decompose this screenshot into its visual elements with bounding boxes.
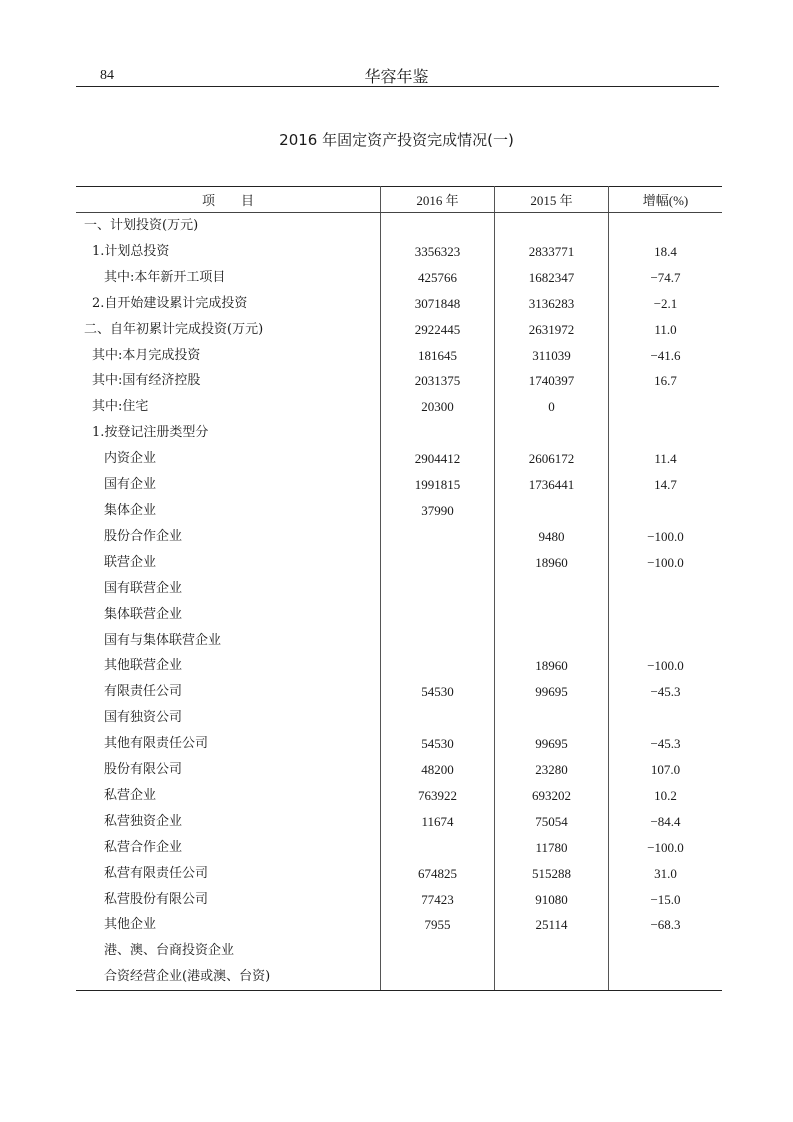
value-2016: 1991815 <box>381 472 495 498</box>
value-2016: 54530 <box>381 679 495 705</box>
value-2015 <box>495 420 609 446</box>
growth-percent: 16.7 <box>654 373 677 389</box>
running-header: 华容年鉴 <box>364 67 429 86</box>
value-2016 <box>381 420 495 446</box>
growth-percent: −41.6 <box>650 347 681 363</box>
value-2015: 2833771 <box>495 239 609 265</box>
growth-percent: −2.1 <box>653 295 678 311</box>
value-2016: 2922445 <box>381 317 495 343</box>
row-label: 私营合作企业 <box>76 835 381 861</box>
value-2015: 18960 <box>495 653 609 679</box>
table-row <box>76 291 722 317</box>
value-2015: 23280 <box>495 757 609 783</box>
growth-percent: 31.0 <box>654 865 677 881</box>
growth-percent <box>609 705 723 731</box>
value-2016: 763922 <box>381 783 495 809</box>
growth-percent <box>609 498 723 524</box>
growth-percent <box>609 576 723 602</box>
row-label: 国有企业 <box>76 472 381 498</box>
growth-percent: 18.4 <box>654 243 677 259</box>
row-label: 其他企业 <box>76 912 381 938</box>
table-row <box>76 809 722 835</box>
page-number: 84 <box>100 68 114 83</box>
row-label: 二、自年初累计完成投资(万元) <box>76 317 381 343</box>
value-2016 <box>381 576 495 602</box>
value-2016: 7955 <box>381 912 495 938</box>
value-2016 <box>381 628 495 654</box>
growth-percent: −45.3 <box>650 684 681 700</box>
table-row <box>76 653 722 679</box>
table-body <box>76 213 722 991</box>
table-title: 2016 年固定资产投资完成情况(一) <box>279 131 514 149</box>
table-row <box>76 239 722 265</box>
value-2015 <box>495 576 609 602</box>
table-row <box>76 938 722 964</box>
row-label: 其中:国有经济控股 <box>76 368 381 394</box>
growth-percent: 107.0 <box>650 762 681 778</box>
value-2015: 693202 <box>495 783 609 809</box>
value-2016: 37990 <box>381 498 495 524</box>
value-2015: 99695 <box>495 679 609 705</box>
header-rule <box>76 86 719 87</box>
table-header-row <box>76 187 722 213</box>
table-row <box>76 524 722 550</box>
row-label: 股份有限公司 <box>76 757 381 783</box>
table-row <box>76 343 722 369</box>
value-2016: 3071848 <box>381 291 495 317</box>
value-2015: 1736441 <box>495 472 609 498</box>
row-label: 国有联营企业 <box>76 576 381 602</box>
row-label: 私营有限责任公司 <box>76 861 381 887</box>
value-2015 <box>495 938 609 964</box>
row-label: 国有与集体联营企业 <box>76 628 381 654</box>
value-2015: 25114 <box>495 912 609 938</box>
investment-table <box>76 186 722 991</box>
growth-percent <box>609 602 723 628</box>
value-2015: 2631972 <box>495 317 609 343</box>
value-2016 <box>381 213 495 239</box>
growth-percent: −100.0 <box>647 528 684 544</box>
value-2015: 1682347 <box>495 265 609 291</box>
value-2015: 1740397 <box>495 368 609 394</box>
value-2015: 75054 <box>495 809 609 835</box>
table-row <box>76 550 722 576</box>
table-row <box>76 265 722 291</box>
growth-percent: −100.0 <box>647 658 684 674</box>
growth-percent: −74.7 <box>650 269 681 285</box>
value-2015 <box>495 602 609 628</box>
row-label: 私营企业 <box>76 783 381 809</box>
table-row <box>76 368 722 394</box>
value-2016 <box>381 964 495 990</box>
value-2016: 20300 <box>381 394 495 420</box>
table-row <box>76 835 722 861</box>
table-row <box>76 472 722 498</box>
row-label: 其中:本年新开工项目 <box>76 265 381 291</box>
value-2016 <box>381 602 495 628</box>
value-2016 <box>381 550 495 576</box>
growth-percent: −68.3 <box>650 917 681 933</box>
table-row <box>76 420 722 446</box>
value-2016: 54530 <box>381 731 495 757</box>
growth-percent: −45.3 <box>650 736 681 752</box>
growth-percent <box>609 628 723 654</box>
value-2016: 48200 <box>381 757 495 783</box>
row-label: 集体联营企业 <box>76 602 381 628</box>
table-row <box>76 213 722 239</box>
row-label: 集体企业 <box>76 498 381 524</box>
value-2016: 77423 <box>381 887 495 913</box>
growth-percent: −100.0 <box>647 839 684 855</box>
growth-percent: 11.4 <box>654 451 677 467</box>
value-2016: 674825 <box>381 861 495 887</box>
table-row <box>76 861 722 887</box>
column-header-2015: 2015 年 <box>495 187 609 213</box>
value-2015: 91080 <box>495 887 609 913</box>
value-2016 <box>381 705 495 731</box>
growth-percent: −15.0 <box>650 891 681 907</box>
table-row <box>76 912 722 938</box>
table-row <box>76 679 722 705</box>
table-row <box>76 783 722 809</box>
row-label: 有限责任公司 <box>76 679 381 705</box>
value-2016 <box>381 524 495 550</box>
table-row <box>76 887 722 913</box>
table-row <box>76 705 722 731</box>
value-2015: 2606172 <box>495 446 609 472</box>
table-row <box>76 576 722 602</box>
row-label: 私营独资企业 <box>76 809 381 835</box>
row-label: 1.计划总投资 <box>76 239 381 265</box>
value-2015 <box>495 628 609 654</box>
value-2016 <box>381 938 495 964</box>
table-row <box>76 731 722 757</box>
row-label: 联营企业 <box>76 550 381 576</box>
value-2015 <box>495 498 609 524</box>
value-2016: 181645 <box>381 343 495 369</box>
table-row <box>76 446 722 472</box>
growth-percent <box>609 213 723 239</box>
value-2015: 3136283 <box>495 291 609 317</box>
value-2016 <box>381 653 495 679</box>
growth-percent: 10.2 <box>654 787 677 803</box>
value-2015 <box>495 964 609 990</box>
growth-percent: −100.0 <box>647 554 684 570</box>
value-2016: 3356323 <box>381 239 495 265</box>
value-2015 <box>495 705 609 731</box>
value-2015: 0 <box>495 394 609 420</box>
row-label: 港、澳、台商投资企业 <box>76 938 381 964</box>
value-2015: 18960 <box>495 550 609 576</box>
value-2015: 515288 <box>495 861 609 887</box>
value-2016: 425766 <box>381 265 495 291</box>
column-header-item: 项 目 <box>76 187 381 213</box>
table-row <box>76 757 722 783</box>
row-label: 国有独资公司 <box>76 705 381 731</box>
value-2015: 99695 <box>495 731 609 757</box>
row-label: 其他联营企业 <box>76 653 381 679</box>
table-row <box>76 498 722 524</box>
row-label: 1.按登记注册类型分 <box>76 420 381 446</box>
growth-percent <box>609 420 723 446</box>
column-header-2016: 2016 年 <box>381 187 495 213</box>
row-label: 其中:住宅 <box>76 394 381 420</box>
value-2016: 2031375 <box>381 368 495 394</box>
row-label: 一、计划投资(万元) <box>76 213 381 239</box>
table-row <box>76 628 722 654</box>
column-header-growth: 增幅(%) <box>609 187 723 213</box>
growth-percent <box>609 964 723 990</box>
growth-percent: 14.7 <box>654 477 677 493</box>
value-2016 <box>381 835 495 861</box>
row-label: 其他有限责任公司 <box>76 731 381 757</box>
row-label: 合资经营企业(港或澳、台资) <box>76 964 381 990</box>
row-label: 私营股份有限公司 <box>76 887 381 913</box>
table-row <box>76 394 722 420</box>
row-label: 股份合作企业 <box>76 524 381 550</box>
table-row <box>76 602 722 628</box>
growth-percent <box>609 938 723 964</box>
row-label: 其中:本月完成投资 <box>76 343 381 369</box>
table-row <box>76 964 722 990</box>
value-2015: 9480 <box>495 524 609 550</box>
value-2015: 311039 <box>495 343 609 369</box>
growth-percent: −84.4 <box>650 813 681 829</box>
value-2015 <box>495 213 609 239</box>
value-2016: 11674 <box>381 809 495 835</box>
growth-percent: 11.0 <box>654 321 677 337</box>
growth-percent <box>609 394 723 420</box>
value-2016: 2904412 <box>381 446 495 472</box>
table-row <box>76 317 722 343</box>
row-label: 内资企业 <box>76 446 381 472</box>
value-2015: 11780 <box>495 835 609 861</box>
row-label: 2.自开始建设累计完成投资 <box>76 291 381 317</box>
